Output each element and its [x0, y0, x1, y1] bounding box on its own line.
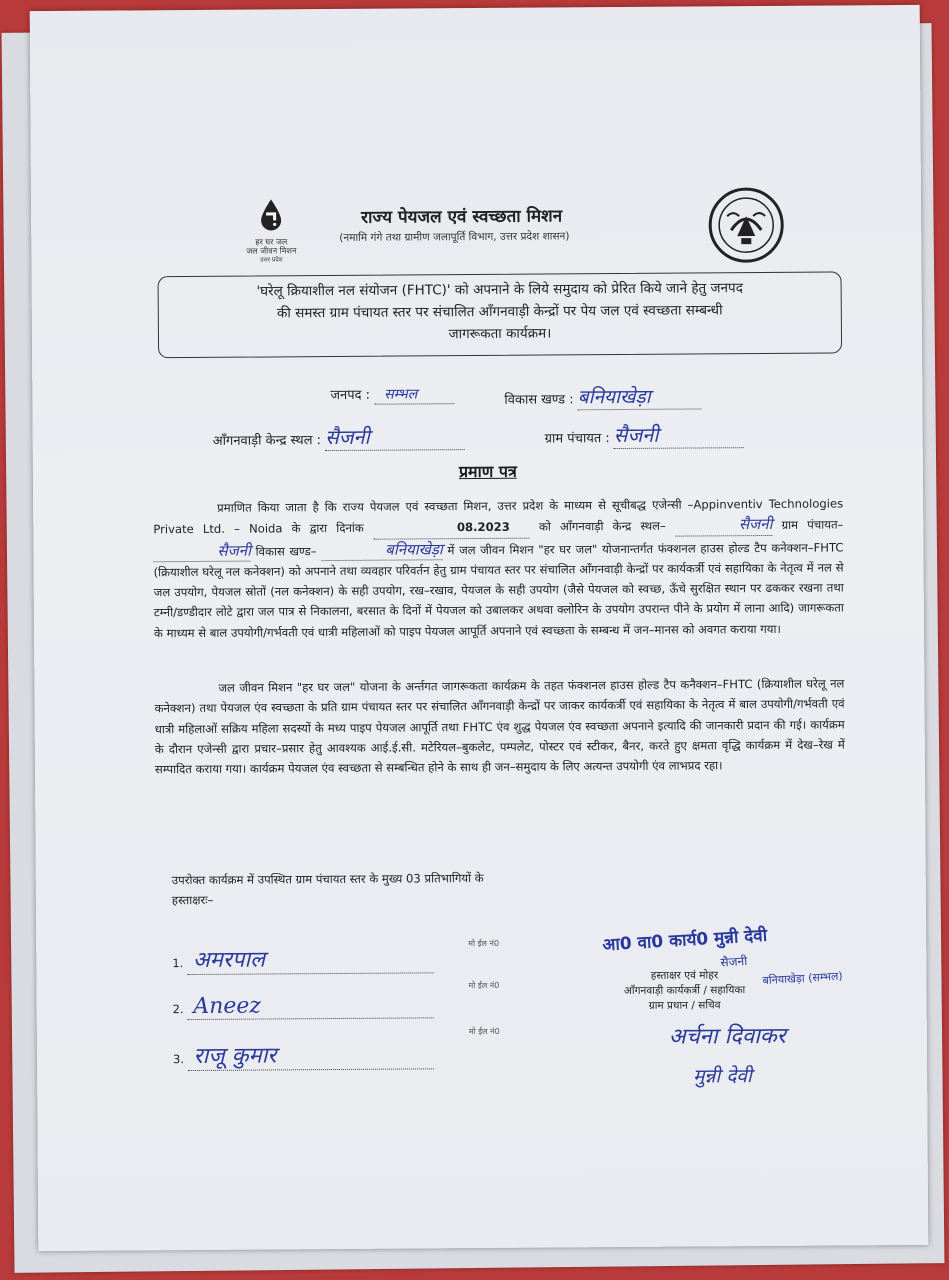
block-label: विकास खण्ड :	[504, 392, 574, 408]
stamp-line-3: बनियाखेड़ा (सम्भल)	[762, 969, 843, 988]
official-label-2: आँगनवाड़ी कार्यकर्त्री / सहायिका	[623, 984, 746, 997]
para1-anganwadi-value: सैजनी	[675, 514, 773, 536]
official-signature-2: मुन्नी देवी	[693, 1065, 752, 1088]
logo-line-1: हर घर जल	[255, 237, 288, 247]
anganwadi-label: आँगनवाड़ी केन्द्र स्थल :	[212, 433, 322, 449]
participants-intro-text: उपरोक्त कार्यक्रम में उपस्थित ग्राम पंचायत स्तर के मुख्य 03 प्रतिभागियों के	[171, 870, 484, 888]
program-banner	[158, 271, 843, 358]
participants-intro	[172, 867, 632, 911]
stamp-line-2: सैजनी	[720, 953, 748, 970]
para1-text-3: ग्राम पंचायत–	[781, 517, 844, 533]
logo-line-2: जल जीवन मिशन	[246, 246, 297, 256]
banner-line-1: 'घरेलू क्रियाशील नल संयोजन (FHTC)' को अपनाने के लिये समुदाय को प्रेरित किये जाने हेतु जनपद	[256, 280, 743, 300]
mission-title: राज्य पेयजल एवं स्वच्छता मिशन	[361, 206, 563, 228]
panchayat-label: ग्राम पंचायत :	[544, 431, 610, 447]
stamp-line-1: आ0 वा0 कार्य0 मुन्नी देवी	[601, 925, 768, 956]
participant-signature: अमरपाल	[187, 942, 433, 975]
para1-text-2: को आँगनवाड़ी केन्द्र स्थल–	[538, 518, 666, 534]
participant-number: 1.	[172, 956, 184, 971]
block-field	[504, 382, 701, 410]
mission-subtitle: (नमामि गंगे तथा ग्रामीण जलापूर्ति विभाग, उत्तर प्रदेश शासन)	[339, 230, 570, 244]
anganwadi-field	[213, 422, 466, 452]
participant-signature: Aneez	[187, 992, 433, 1020]
para1-text-1: प्रमाणित किया जाता है कि राज्य पेयजल एवं स्वच्छता मिशन, उत्तर प्रदेश के माध्यम से सूचीबद्ध एजेन्सी –Appinventiv Technologies Private Ltd. – Noida के द्वारा दिनांक	[153, 496, 844, 537]
participant-mobile-label: मो ईल नं0	[468, 1026, 500, 1037]
certificate-page	[30, 5, 929, 1251]
para1-text-5: में जल जीवन मिशन "हर घर जल" योजनान्तर्गत फंक्शनल हाउस होल्ड टैप कनेक्शन–FHTC (क्रियाशील घरेलू नल कनेक्शन) को अपनाने तथा व्यवहार परिवर्तन हेतु ग्राम पंचायत स्तर पर संचालित आँगनवाड़ी केन्द्रों पर कार्यकर्त्री एवं सहायिका के नेतृत्व में नल से जल उपयोग, पेयजल स्रोतों (नल कनेक्शन) के सही उपयोग, रख–रखाव, पेयजल के सही उपयोग (जैसे पेयजल को स्वच्छ, ऊँचे सुरक्षित स्थान पर ढककर रखना तथा टम्नी/डण्डीदार लोटे द्वारा जल पात्र से निकालना, बरसात के दिनों में पेयजल को उबालकर अथवा क्लोरिन के उपयोग उपरान्त पीने के प्रयोग में लाना आदि) जागरूकता के माध्यम से बाल उपयोगी/गर्भवती एवं धात्री महिलाओं को पाइप पेयजल आपूर्ति अपनाने एवं स्वच्छता के सम्बन्ध में जन–मानस को अवगत कराया गया।	[153, 540, 844, 641]
participant-mobile-label: मो ईल नं0	[468, 938, 500, 949]
participant-number: 2.	[172, 1002, 184, 1017]
district-label: जनपद :	[330, 387, 371, 404]
official-label-1: हस्ताक्षर एवं मोहर	[650, 969, 719, 982]
official-signature-1: अर्चना दिवाकर	[668, 1023, 786, 1050]
banner-line-2: की समस्त ग्राम पंचायत स्तर पर संचालित आँगनवाड़ी केन्द्रों पर पेय जल एवं स्वच्छता सम्बन्धी	[276, 302, 723, 322]
block-value: बनियाखेड़ा	[577, 385, 651, 409]
official-labels	[604, 968, 764, 1014]
official-label-3: ग्राम प्रधान / सचिव	[648, 999, 721, 1012]
logo-line-3: उत्तर प्रदेश	[260, 256, 283, 264]
up-state-emblem-icon	[707, 186, 786, 265]
participant-row-2	[173, 992, 434, 1020]
panchayat-field	[545, 420, 744, 449]
participant-row-1	[172, 942, 433, 975]
certificate-paragraph-2: जल जीवन मिशन "हर घर जल" योजना के अर्न्तगत जागरूकता कार्यक्रम के तहत फंक्शनल हाउस होल्ड टैप कनैक्शन–FHTC (क्रियाशील घरेलू नल कनेक्शन) तथा पेयजल एंव स्वच्छता के प्रति ग्राम पंचायत स्तर पर संचालित आँगनवाड़ी केन्द्रों पर जाकर कार्यकर्त्री एवं सहायिका के नेतृत्व में बाल उपयोगी/गर्भवती एवं धात्री महिलाओं सक्रिय महिला सदस्यों के मध्य पाइप पेयजल आपूर्ति तथा FHTC एंव शुद्ध पेयजल एंव स्वच्छता अपनाने इत्यादि की जानकारी प्रदान की गई। कार्यक्रम के दौरान एजेन्सी द्वारा प्रचार–प्रसार हेतु आवश्यक आई.ई.सी. मटेरियल–बुकलेट, पम्पलेट, पोस्टर एवं स्टीकर, बैनर, करते हुए क्षमता वृद्धि कार्यक्रम में देख–रेख में सम्पादित कराया गया। कार्यक्रम पेयजल एंव स्वच्छता से सम्बन्धित होने के साथ ही जन–समुदाय के लिए अत्यन्त उपयोगी एंव लाभप्रद रहा।	[154, 676, 845, 777]
participant-mobile-label: मो ईल नं0	[468, 980, 500, 991]
panchayat-value: सैजनी	[613, 422, 659, 448]
certificate-paragraph-1	[153, 493, 844, 643]
para1-block-value: बनियाखेड़ा	[321, 539, 443, 561]
program-date: 08.2023	[456, 520, 510, 535]
banner-line-3: जागरूकता कार्यक्रम।	[448, 325, 552, 343]
para1-panchayat-value: सैजनी	[153, 540, 251, 562]
participant-row-3	[173, 1038, 434, 1071]
district-field	[330, 384, 454, 405]
tap-drop-icon	[258, 197, 284, 231]
certificate-title: प्रमाण पत्र	[458, 461, 517, 482]
participant-signature: राजू कुमार	[188, 1038, 434, 1071]
district-value: सम्भल	[384, 386, 418, 403]
signature-label: हस्ताक्षरः–	[171, 893, 214, 908]
anganwadi-value: सैजनी	[325, 424, 370, 450]
jal-jeevan-mission-logo	[236, 197, 306, 264]
para1-text-4: विकास खण्ड–	[255, 543, 317, 559]
participant-number: 3.	[172, 1052, 185, 1067]
